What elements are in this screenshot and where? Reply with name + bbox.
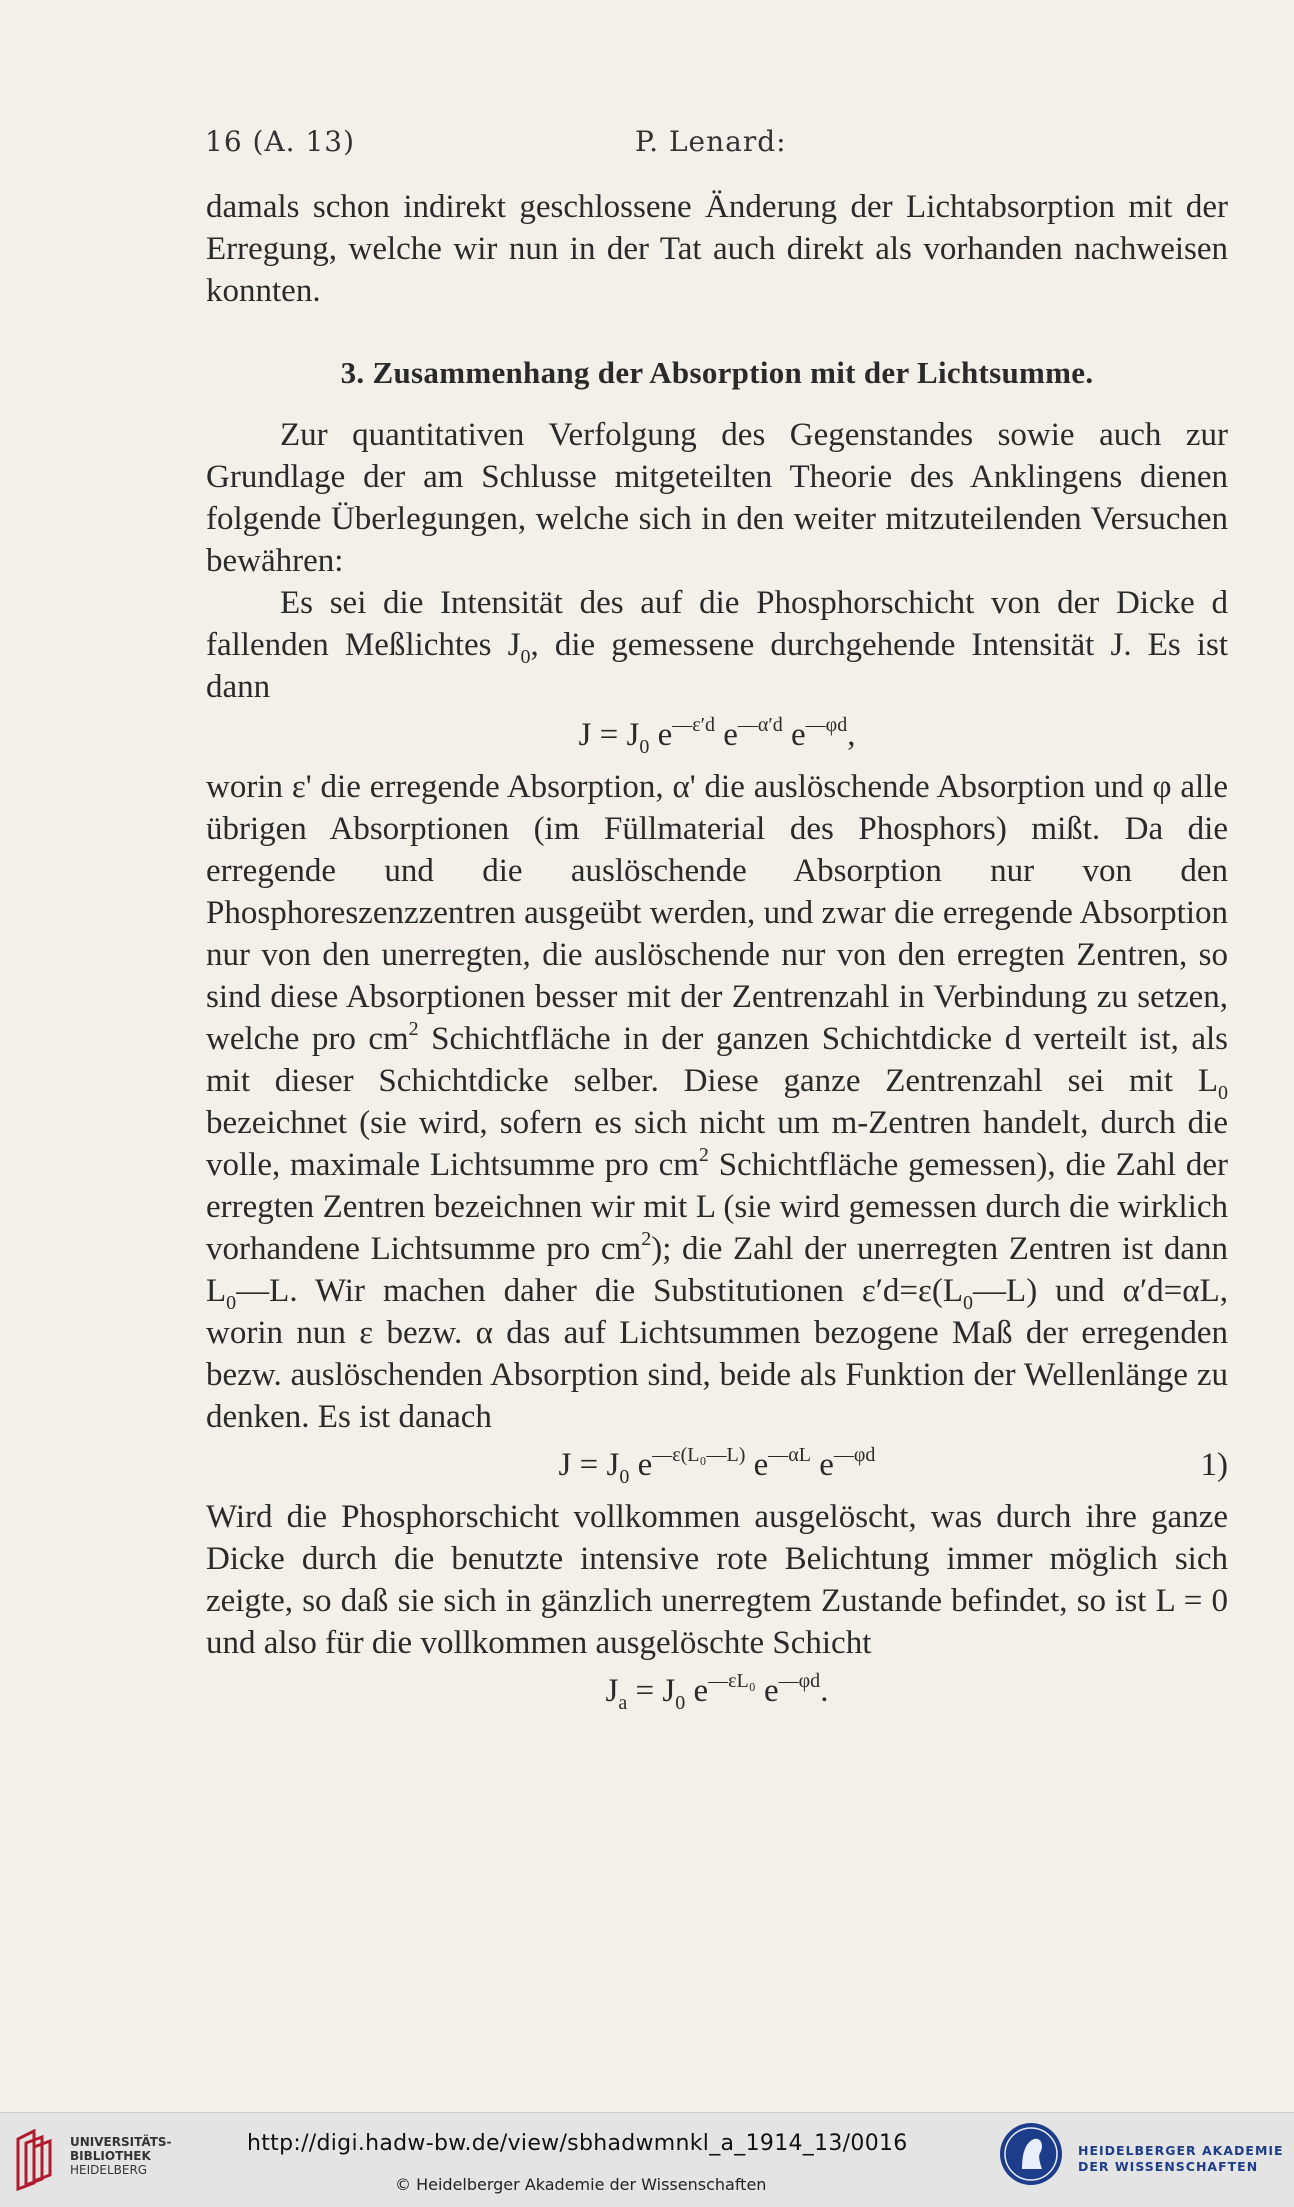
permalink-url[interactable]: http://digi.hadw-bw.de/view/sbhadwmnkl_a_1914_13/0016 xyxy=(247,2131,908,2156)
equation-number: 1) xyxy=(1200,1447,1228,1483)
paragraph-3: worin ε' die erregende Absorption, α' die auslöschende Absorption und φ alle übrigen Absorptionen (im Füllmaterial des Phosphors) mißt. Da die erregende und die auslöschende Absorption nur von den Phosphoreszenzzentren ausgeübt werden, und zwar die erregende Absorption nur von den unerregten, die auslöschende nur von den erregten Zentren, so sind diese Absorptionen besser mit der Zentrenzahl in Verbindung zu setzen, welche pro $cm^2$ Schichtfläche in der ganzen Schichtdicke d verteilt ist, als mit dieser Schichtdicke selber. Diese ganze Zentrenzahl sei mit $L_0$ bezeichnet (sie wird, sofern es sich nicht um m-Zentren handelt, durch die volle, maximale Lichtsumme pro $cm^2$ Schichtfläche gemessen), die Zahl der erregten Zentren bezeichnen wir mit L (sie wird gemessen durch die wirklich vorhandene Lichtsumme pro $cm^2$); die Zahl der unerregten Zentren ist dann $L_0—L$. Wir machen daher die Substitutionen $\varepsilon'd=\varepsilon(L_0—L)$ und α′d=αL, worin nun ε bezw. α das auf Lichtsummen bezogene Maß der erregenden bezw. auslöschenden Absorption sind, beide als Funktion der Wellenlänge zu denken. Es ist danach xyxy=(206,769,1229,1435)
page-number: 16 (A. 13) xyxy=(205,125,356,158)
copyright-notice: © Heidelberger Akademie der Wissenschaften xyxy=(395,2175,767,2194)
section-heading: 3. Zusammenhang der Absorption mit der Lichtsumme. xyxy=(340,355,1094,390)
academy-seal-icon xyxy=(998,2121,1064,2187)
intro-paragraph: damals schon indirekt geschlossene Änderung der Lichtabsorption mit der Erregung, welche wir nun in der Tat auch direkt als vorhanden nachweisen konnten. xyxy=(206,189,1228,309)
digitization-footer xyxy=(0,2112,1294,2207)
library-name: UNIVERSITÄTS- BIBLIOTHEK HEIDELBERG xyxy=(70,2135,172,2177)
paragraph-2: Es sei die Intensität des auf die Phosphorschicht von der Dicke d fallenden Meßlichtes $J_0$, die gemessene durchgehende Intensität J. Es ist dann xyxy=(206,585,1228,705)
paragraph-4: Wird die Phosphorschicht vollkommen ausgelöscht, was durch ihre ganze Dicke durch die benutzte intensive rote Belichtung immer möglich sich zeigte, so daß sie sich in gänzlich unerregtem Zustande befindet, so ist L = 0 und also für die vollkommen ausgelöschte Schicht xyxy=(206,1499,1228,1661)
equation-2: $J = J_0$ $e^{—\varepsilon(L_0—L)}$ $e^{—\alpha L}$ $e^{—\varphi d}$ 1) xyxy=(558,1444,1228,1488)
running-head-author: P. Lenard: xyxy=(635,125,787,158)
equation-3: $J_a = J_0$ $e^{—\varepsilon L_0}$ $e^{—\varphi d}$. xyxy=(605,1670,829,1714)
academy-name: HEIDELBERGER AKADEMIE DER WISSENSCHAFTEN xyxy=(1078,2143,1284,2174)
page-body xyxy=(206,186,1228,1722)
paragraph-1: Zur quantitativen Verfolgung des Gegenstandes sowie auch zur Grundlage der am Schlusse mitgeteilten Theorie des Anklingens dienen folgende Überlegungen, welche sich in den weiter mitzuteilenden Versuchen bewähren: xyxy=(206,417,1228,579)
equation-1: $J = J_0$ $e^{—\varepsilon'd}$ $e^{—\alpha'd}$ $e^{—\varphi d}$, xyxy=(578,714,856,758)
library-logo-icon xyxy=(14,2129,54,2191)
